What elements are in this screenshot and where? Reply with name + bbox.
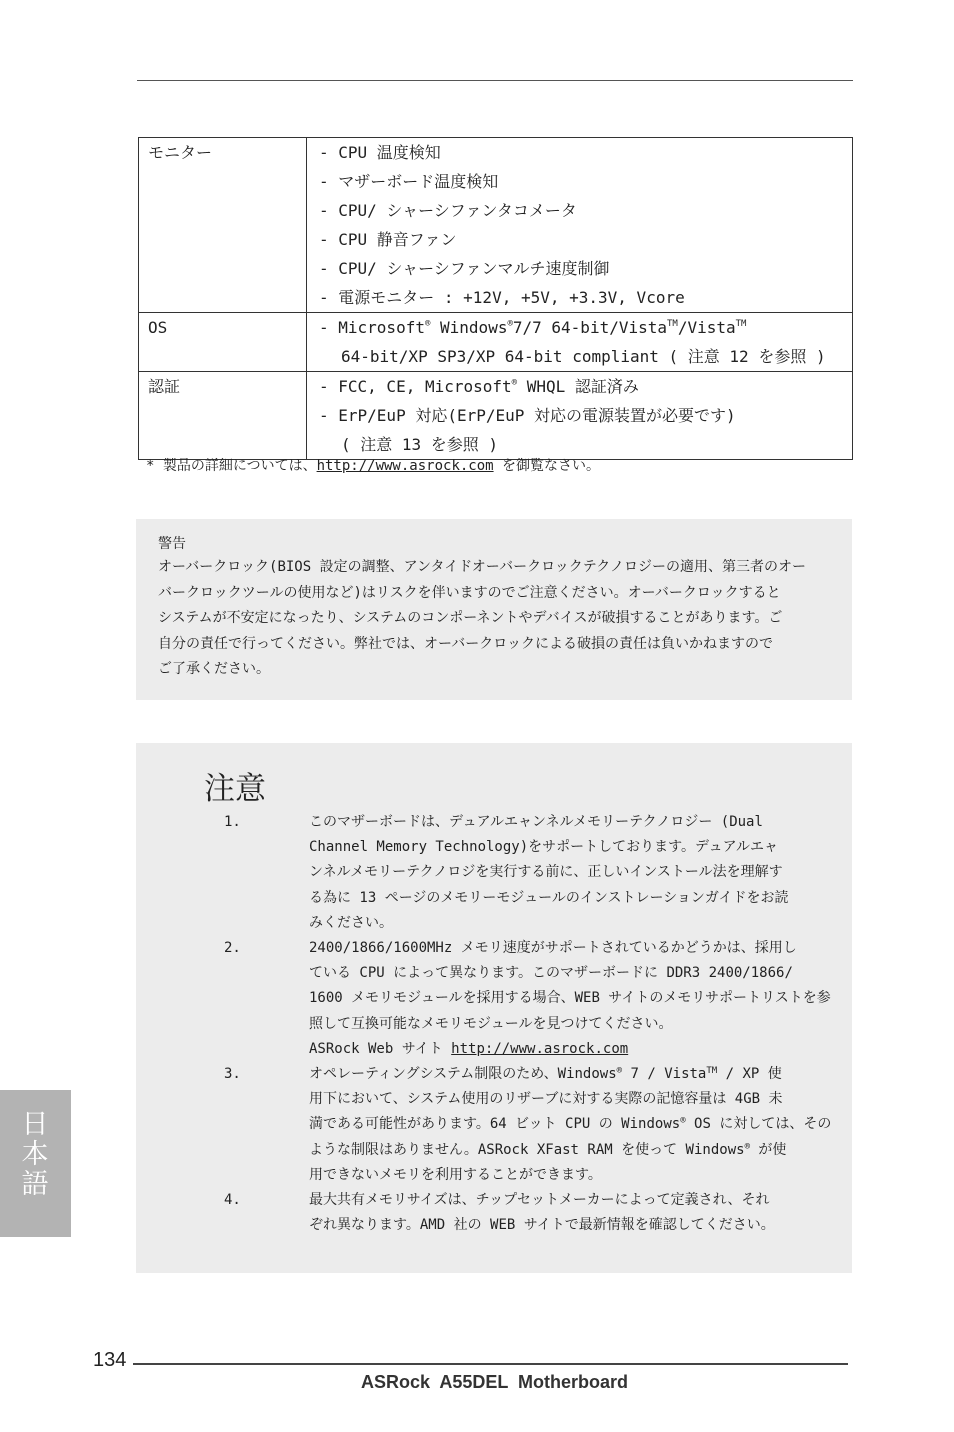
notes-box <box>136 743 852 1273</box>
note-line: みください。 <box>309 914 393 931</box>
cert-line: - ErP/EuP 対応(ErP/EuP 対応の電源装置が必要です) <box>319 406 736 425</box>
warning-body <box>158 555 848 683</box>
language-label: 日本語 <box>21 1109 49 1200</box>
trademark-mark: TM <box>735 319 747 329</box>
warning-line: オーバークロック(BIOS 設定の調整、アンタイドオーバークロックテクノロジーの適用、第三者のオー <box>158 559 806 575</box>
spec-row-os <box>139 313 853 372</box>
bottom-rule <box>133 1363 848 1365</box>
asrock-link[interactable]: http://www.asrock.com <box>316 458 494 474</box>
cert-text: WHQL 認証済み <box>517 377 639 396</box>
note-text-span: オペレーティングシステム制限のため、Windows <box>309 1066 617 1082</box>
registered-mark: ® <box>511 378 518 388</box>
note-line <box>309 1138 854 1163</box>
warning-line: システムが不安定になったり、システムのコンポーネントやデバイスが破損することがあります。ご <box>158 610 783 626</box>
warning-line: バークロックツールの使用など)はリスクを伴いますのでご注意ください。オーバークロックすると <box>158 584 781 601</box>
note-line <box>309 1037 854 1062</box>
monitor-line: - CPU 静音ファン <box>319 230 457 249</box>
note-line <box>309 1062 854 1087</box>
spec-row-monitor <box>139 138 853 313</box>
footnote-text: を御覧なさい。 <box>493 458 601 474</box>
spec-label-monitor: モニター <box>139 138 307 313</box>
note-text-span: / XP 使 <box>717 1066 782 1082</box>
asrock-web-link[interactable]: http://www.asrock.com <box>451 1040 629 1057</box>
registered-mark: ® <box>744 1141 750 1152</box>
spec-label-cert: 認証 <box>139 372 307 460</box>
cert-line: ( 注意 13 を参照 ) <box>341 435 499 454</box>
trademark-mark: TM <box>706 1066 718 1076</box>
note-line: ンネルメモリーテクノロジを実行する前に、正しいインストール法を理解す <box>309 864 783 881</box>
spec-values-monitor <box>307 138 853 313</box>
notes-title: 注意 <box>204 771 266 807</box>
monitor-line: - CPU 温度検知 <box>319 143 441 162</box>
registered-mark: ® <box>507 319 513 329</box>
footnote-text: * 製品の詳細については、 <box>146 458 317 474</box>
note-line: 用できないメモリを利用することができます。 <box>309 1166 602 1183</box>
warning-box <box>136 519 852 700</box>
top-rule <box>137 80 853 81</box>
note-line: 用下において、システム使用のリザーブに対する実際の記憶容量は 4GB 未 <box>309 1091 783 1108</box>
monitor-line: - マザーボード温度検知 <box>319 172 499 191</box>
note-line: 2400/1866/1600MHz メモリ速度がサポートされているかどうかは、採用し <box>309 940 797 956</box>
spec-row-cert <box>139 372 853 460</box>
note-text-span: ような制限はありません。ASRock XFast RAM を使って Windows <box>309 1141 745 1158</box>
monitor-line: - 電源モニター : +12V, +5V, +3.3V, Vcore <box>319 288 685 307</box>
os-text: 7/7 64-bit/Vista <box>512 318 667 337</box>
footer-title: ASRock A55DEL Motherboard <box>361 1372 629 1392</box>
os-line: 64-bit/XP SP3/XP 64-bit compliant ( 注意 12 を参照 ) <box>341 347 826 366</box>
note-line: 照して互換可能なメモリモジュールを見つけてください。 <box>309 1015 673 1032</box>
note-line: Channel Memory Technology)をサポートしております。デュアルエャ <box>309 839 779 856</box>
note-text-span: が使 <box>749 1141 787 1158</box>
note-line: このマザーボードは、デュアルエャンネルメモリーテクノロジー (Dual <box>309 814 763 830</box>
note-line: 1600 メモリモジュールを採用する場合、WEB サイトのメモリサポートリストを参 <box>309 990 831 1007</box>
spec-values-cert <box>307 372 853 460</box>
note-text <box>309 1062 854 1188</box>
note-text <box>309 1188 854 1238</box>
cert-text: - FCC, CE, Microsoft <box>319 377 512 396</box>
note-text <box>309 936 854 1062</box>
note-line: 最大共有メモリサイズは、チップセットメーカーによって定義され、それ <box>309 1192 770 1208</box>
note-number: 4. <box>224 1192 241 1208</box>
spec-values-os <box>307 313 853 372</box>
footnote <box>146 455 600 475</box>
os-line <box>319 313 852 342</box>
monitor-line: - CPU/ シャーシファンタコメータ <box>319 201 577 220</box>
note-text-span: 7 / Vista <box>622 1066 707 1082</box>
note-line: る為に 13 ページのメモリーモジュールのインストレーションガイドをお読 <box>309 889 789 906</box>
warning-line: ご了承ください。 <box>158 661 270 677</box>
spec-table <box>138 137 853 460</box>
cert-line <box>319 372 852 401</box>
warning-line: 自分の責任で行ってください。弊社では、オーバークロックによる破損の責任は負いかねますので <box>158 635 774 652</box>
note-number: 2. <box>224 940 241 956</box>
note-text-span: ASRock Web サイト <box>309 1040 452 1057</box>
language-side-tab <box>0 1090 71 1237</box>
os-text: - Microsoft <box>319 318 425 337</box>
note-text-span: 満である可能性があります。64 ビット CPU の Windows <box>309 1116 681 1133</box>
registered-mark: ® <box>424 319 431 329</box>
os-text: /Vista <box>677 318 736 337</box>
registered-mark: ® <box>616 1066 623 1076</box>
note-number: 3. <box>224 1066 241 1082</box>
os-text: Windows <box>430 318 508 337</box>
registered-mark: ® <box>680 1116 686 1127</box>
page-number: 134 <box>93 1349 127 1371</box>
warning-title: 警告 <box>158 536 186 552</box>
spec-label-os: OS <box>139 313 307 372</box>
note-line: ぞれ異なります。AMD 社の WEB サイトで最新情報を確認してください。 <box>309 1217 775 1234</box>
note-line: ている CPU によって異なります。このマザーボードに DDR3 2400/1866/ <box>309 965 793 982</box>
note-text <box>309 810 854 936</box>
note-text-span: OS に対しては、その <box>685 1116 832 1133</box>
monitor-line: - CPU/ シャーシファンマルチ速度制御 <box>319 259 610 278</box>
note-number: 1. <box>224 814 241 830</box>
note-line <box>309 1112 854 1137</box>
trademark-mark: TM <box>667 319 678 329</box>
